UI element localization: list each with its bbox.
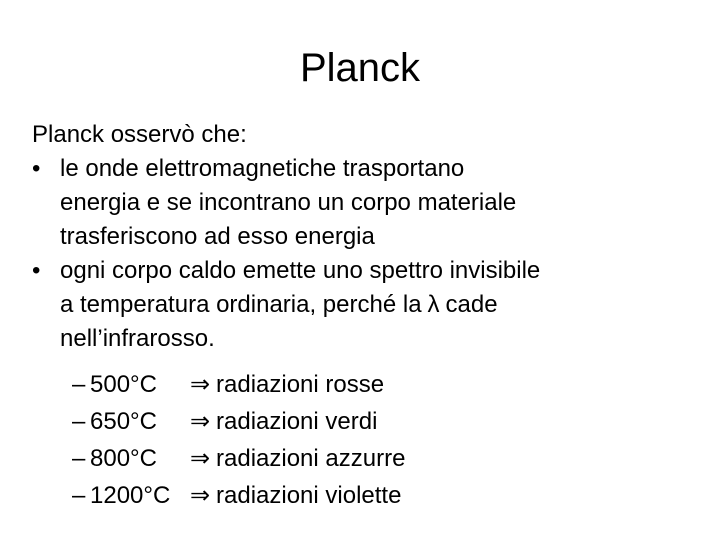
temperature-item-800 [72,440,405,477]
bullet-line: nell’infrarosso. [60,325,215,352]
bullet-item-1 [32,152,540,254]
bullet-line-part: cade [445,291,498,318]
radiation-text: radiazioni azzurre [216,445,406,472]
radiation-text: radiazioni violette [216,482,402,509]
radiation-text: radiazioni verdi [216,408,378,435]
bullet-marker: • [32,155,41,182]
dash-marker: – [72,482,86,509]
slide-title: Planck [299,46,421,90]
lambda-symbol: λ [427,291,440,318]
implies-arrow-icon: ⇒ [190,445,211,472]
bullet-line: ogni corpo caldo emette uno spettro invisibile [60,257,541,284]
bullet-line: le onde elettromagnetiche trasportano [60,155,465,182]
temperature-item-1200 [72,477,405,514]
bullet-marker: • [32,257,41,284]
temperature-value: 650°C [90,408,157,435]
bullet-item-2 [32,254,540,356]
temperature-item-650 [72,403,405,440]
bullet-list [32,152,540,356]
bullet-line [60,288,540,322]
implies-arrow-icon: ⇒ [190,482,211,509]
intro-text: Planck osservò che: [32,121,247,148]
dash-marker: – [72,371,86,398]
implies-arrow-icon: ⇒ [190,371,211,398]
bullet-text [60,254,540,356]
bullet-line: energia e se incontrano un corpo materiale [60,189,517,216]
temperature-list [72,366,405,514]
bullet-line-part: a temperatura ordinaria, perché la [60,291,422,318]
radiation-text: radiazioni rosse [216,371,385,398]
bullet-text [60,152,540,254]
temperature-value: 1200°C [90,482,171,509]
dash-marker: – [72,408,86,435]
dash-marker: – [72,445,86,472]
bullet-line: trasferiscono ad esso energia [60,223,375,250]
temperature-value: 800°C [90,445,157,472]
temperature-value: 500°C [90,371,157,398]
temperature-item-500 [72,366,405,403]
implies-arrow-icon: ⇒ [190,408,211,435]
